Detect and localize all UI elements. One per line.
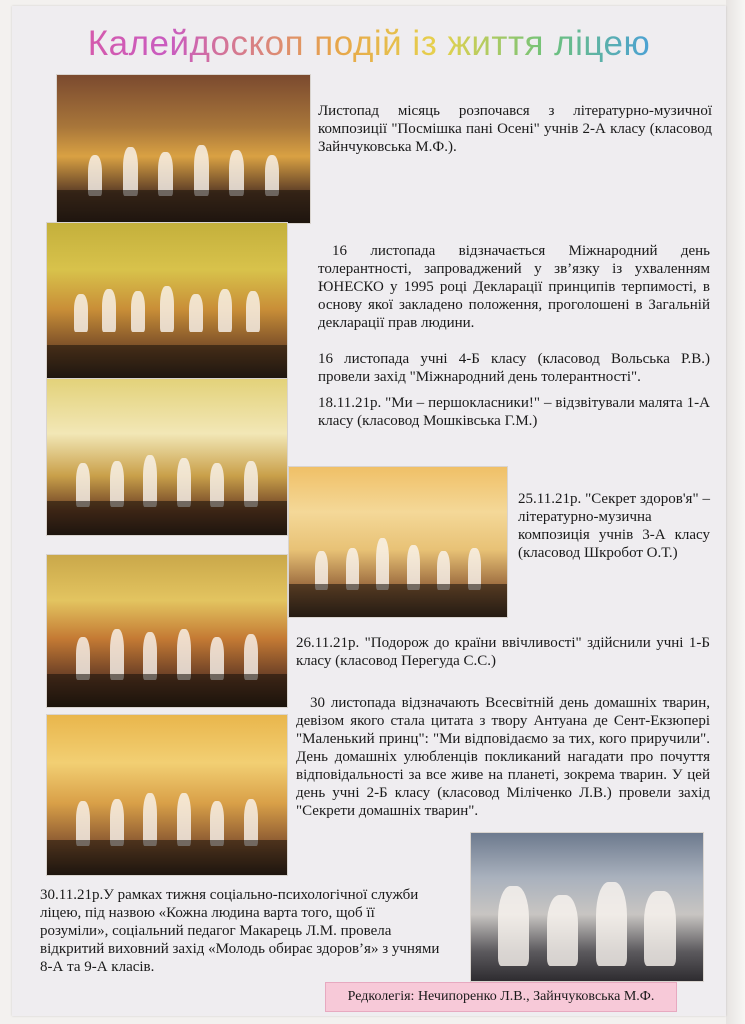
article-first-graders: 18.11.21р. "Ми – першокласники!" – відзвітували малята 1-А класу (класовод Мошківська Г.М.) bbox=[318, 395, 710, 429]
editorial-board: Редколегія: Нечипоренко Л.В., Зайнчуковська М.Ф. bbox=[325, 982, 677, 1012]
photo-sekrety-domashnikh-tvaryn bbox=[46, 714, 288, 876]
page-edge bbox=[726, 0, 745, 1024]
photo-krayina-vvichlyvosti bbox=[46, 554, 288, 708]
photo-posmishka-pani-oseni bbox=[56, 74, 311, 224]
photo-pershoklasnyky bbox=[46, 378, 288, 536]
article-pets-day: 30 листопада відзначають Всесвітній день домашніх тварин, девізом якого стала цитата з твору Антуана де Сент-Екзюпері "Маленький принц": "Ми відповідаємо за тих, кого приручили". День домашніх улюбленців покликаний нагадати про почуття відповідальності за все живе на планеті, зокрема тварин. У цей день учні 2-Б класу (класовод Міліченко Л.В.) провели захід "Секрети домашніх тварин". bbox=[296, 695, 710, 819]
page-title: Калейдоскоп подій із життя ліцею bbox=[12, 24, 726, 64]
article-politeness: 26.11.21р. "Подорож до країни ввічливості" здійснили учні 1-Б класу (класовод Перегуда С.С.) bbox=[296, 635, 710, 669]
photo-figures bbox=[77, 145, 290, 197]
article-tolerance: 16 листопада відзначається Міжнародний день толерантності, запроваджений у зв’язку із ухваленням ЮНЕСКО у 1995 році Декларації принципів терпимості, в основу якої закладено положення, проголошені в Загальній декларації прав людини. bbox=[318, 243, 710, 331]
newsletter-page bbox=[12, 6, 726, 1016]
article-posmishka: Листопад місяць розпочався з літературно-музичної композиції "Посмішка пані Осені" учнів 2-А класу (класовод Зайнчуковська М.Ф.). bbox=[318, 103, 712, 155]
photo-molod-obyraye-zdorovya bbox=[470, 832, 704, 982]
photo-sekret-zdorovya bbox=[288, 466, 508, 618]
photo-tolerance-day bbox=[46, 222, 288, 380]
article-health-secret: 25.11.21р. "Секрет здоров'я" – літературно-музична композиція учнів 3-А класу (класовод Шкробот О.Т.) bbox=[518, 491, 710, 561]
article-tolerance-event: 16 листопада учні 4-Б класу (класовод Вольська Р.В.) провели захід "Міжнародний день толерантності". bbox=[318, 351, 710, 385]
article-youth-health: 30.11.21р.У рамках тижня соціально-психологічної служби ліцею, під назвою «Кожна людина варта того, щоб її розуміли», соціальний педагог Макарець Л.М. провела відкритий виховний захід «Молодь обирає здоров’я» з учнями 8-А та 9-А класів. bbox=[40, 887, 440, 975]
